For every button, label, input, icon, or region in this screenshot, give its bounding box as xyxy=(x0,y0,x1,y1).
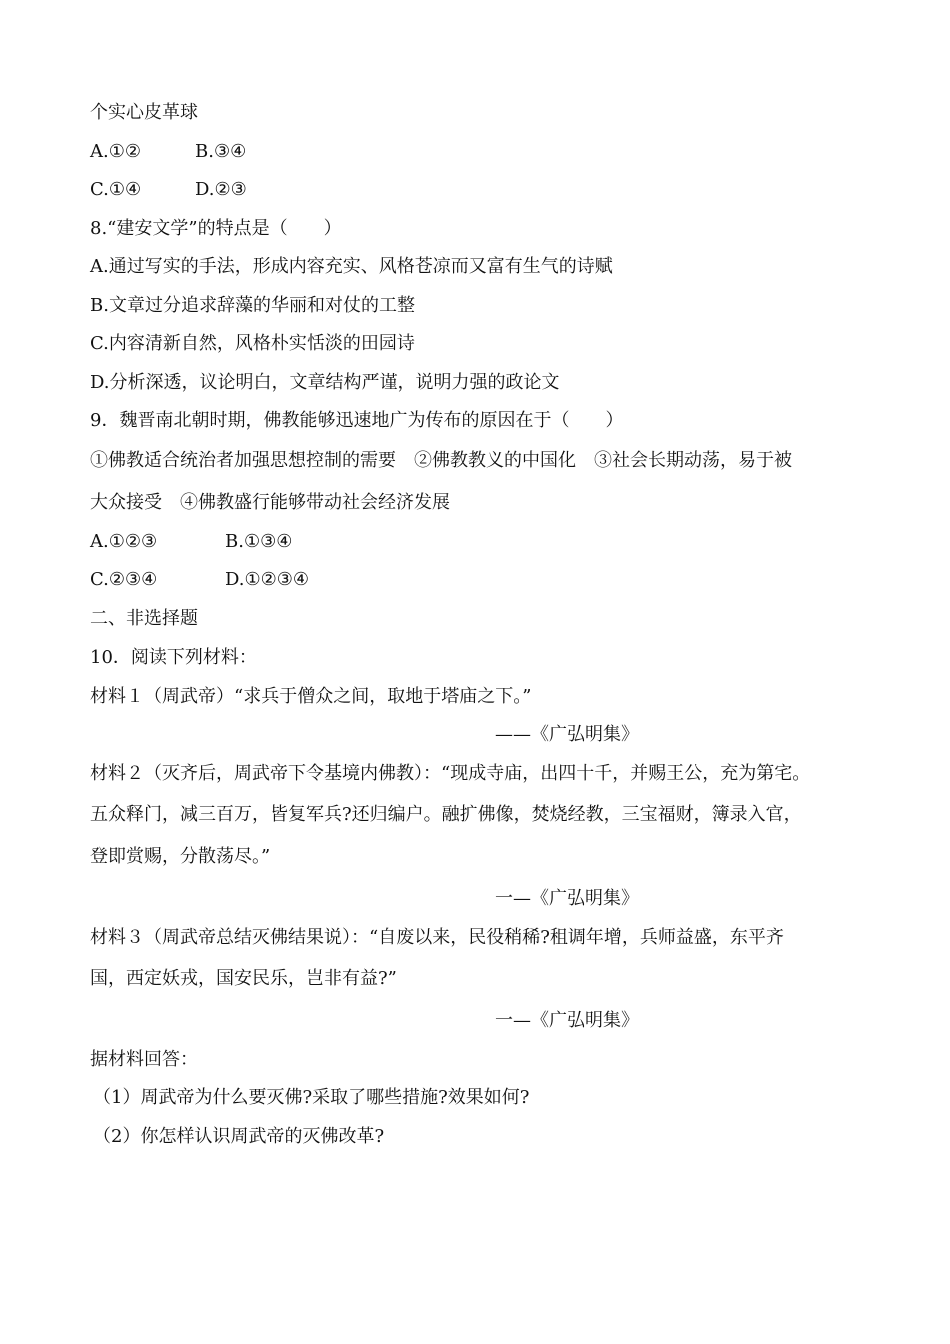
q9-option-d: D.①②③④ xyxy=(225,569,310,590)
q9-items-line1: ①佛教适合统治者加强思想控制的需要 ②佛教教义的中国化 ③社会长期动荡，易于被 xyxy=(90,450,792,471)
q9-option-c: C.②③④ xyxy=(90,569,158,590)
material-1-source: ——《广弘明集》 xyxy=(495,724,639,745)
q9-options-ab xyxy=(90,529,292,555)
q10-stem: 10．阅读下列材料： xyxy=(90,647,257,668)
section-heading: 二、非选择题 xyxy=(90,608,198,629)
material-3-line2: 国，西定妖戎，国安民乐，岂非有益?” xyxy=(90,968,397,989)
material-2-line1: 材料２（灭齐后，周武帝下令基境内佛教）：“现成寺庙，出四十千，并赐王公，充为第宅。 xyxy=(90,763,811,784)
sub-question-1: （1）周武帝为什么要灭佛?采取了哪些措施?效果如何? xyxy=(93,1087,530,1108)
q8-stem: 8.“建安文学”的特点是（ ） xyxy=(90,218,342,239)
q7-tail: 个实心皮革球 xyxy=(90,102,198,123)
q9-option-b: B.①③④ xyxy=(225,531,293,552)
q8-option-d: D.分析深透，议论明白，文章结构严谨，说明力强的政论文 xyxy=(90,372,560,393)
q9-options-cd xyxy=(90,567,309,593)
q8-option-a: A.通过写实的手法，形成内容充实、风格苍凉而又富有生气的诗赋 xyxy=(90,256,613,277)
sub-question-2: （2）你怎样认识周武帝的灭佛改革? xyxy=(93,1126,385,1147)
q7-option-c: C.①④ xyxy=(90,179,142,200)
q7-option-a: A.①② xyxy=(90,141,141,162)
q9-option-a: A.①②③ xyxy=(90,531,158,552)
material-1: 材料１（周武帝）“求兵于僧众之间，取地于塔庙之下。” xyxy=(90,686,532,707)
q9-items-line2: 大众接受 ④佛教盛行能够带动社会经济发展 xyxy=(90,492,450,513)
q7-option-b: B.③④ xyxy=(195,141,247,162)
material-3-line1: 材料３（周武帝总结灭佛结果说）：“自废以来，民役稍稀?租调年增，兵师益盛，东平齐 xyxy=(90,927,784,948)
q7-options-ab xyxy=(90,139,246,165)
material-2-source: 一—《广弘明集》 xyxy=(495,888,639,909)
q8-option-c: C.内容清新自然，风格朴实恬淡的田园诗 xyxy=(90,333,415,354)
answer-prompt: 据材料回答： xyxy=(90,1049,198,1070)
material-2-line2: 五众释门，减三百万，皆复军兵?还归编户。融扩佛像，焚烧经教，三宝福财，簿录入官， xyxy=(90,804,802,825)
material-2-line3: 登即赏赐，分散荡尽。” xyxy=(90,846,271,867)
q9-stem: 9．魏晋南北朝时期，佛教能够迅速地广为传布的原因在于（ ） xyxy=(90,410,624,431)
q8-option-b: B.文章过分追求辞藻的华丽和对仗的工整 xyxy=(90,295,415,316)
q7-option-d: D.②③ xyxy=(195,179,247,200)
material-3-source: 一—《广弘明集》 xyxy=(495,1010,639,1031)
q7-options-cd xyxy=(90,177,247,203)
